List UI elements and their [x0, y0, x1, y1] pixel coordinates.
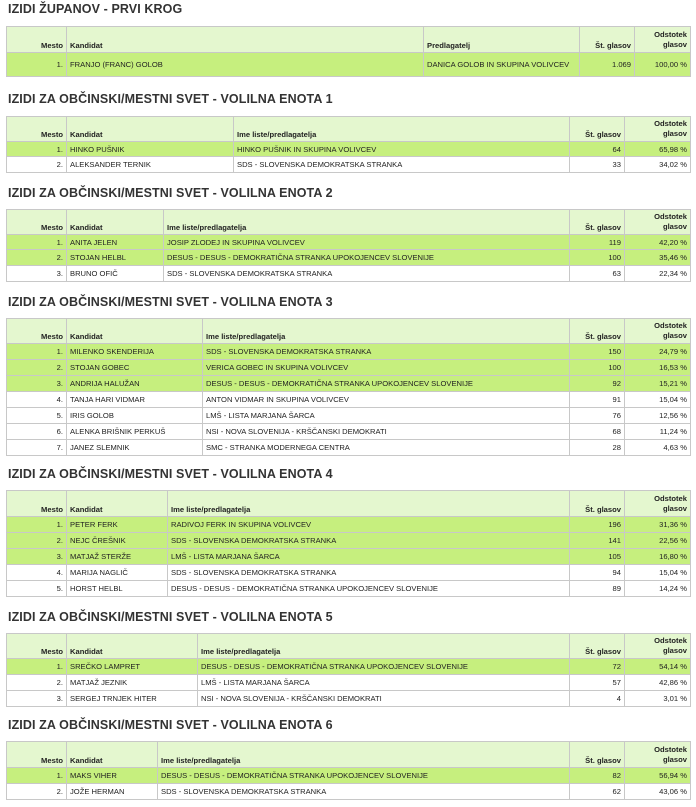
header-mesto: Mesto: [7, 634, 67, 659]
cell-mesto: 2.: [7, 250, 67, 266]
cell-odstotek: 35,46 %: [625, 250, 691, 266]
cell-lista: JOSIP ZLODEJ IN SKUPINA VOLIVCEV: [164, 235, 570, 250]
cell-mesto: 3.: [7, 376, 67, 392]
cell-glasov: 89: [570, 581, 625, 597]
table-row: [7, 360, 691, 376]
cell-glasov: 100: [570, 360, 625, 376]
cell-glasov: 57: [570, 675, 625, 691]
cell-kandidat: HORST HELBL: [67, 581, 168, 597]
header-mesto: Mesto: [7, 491, 67, 517]
table-header-row: [7, 319, 691, 344]
cell-lista: RADIVOJ FERK IN SKUPINA VOLIVCEV: [168, 517, 570, 533]
cell-odstotek: 65,98 %: [625, 142, 691, 157]
cell-odstotek: 56,94 %: [625, 768, 691, 784]
cell-glasov: 68: [570, 424, 625, 440]
section-title: IZIDI ZA OBČINSKI/MESTNI SVET - VOLILNA ENOTA 1: [8, 92, 333, 106]
cell-glasov: 119: [570, 235, 625, 250]
table-header-row: [7, 634, 691, 659]
cell-glasov: 82: [570, 768, 625, 784]
cell-lista: HINKO PUŠNIK IN SKUPINA VOLIVCEV: [234, 142, 570, 157]
table-row: [7, 408, 691, 424]
cell-mesto: 5.: [7, 581, 67, 597]
cell-glasov: 4: [570, 691, 625, 707]
cell-kandidat: MAKS VIHER: [67, 768, 158, 784]
cell-kandidat: HINKO PUŠNIK: [67, 142, 234, 157]
cell-lista: SDS - SLOVENSKA DEMOKRATSKA STRANKA: [234, 157, 570, 173]
cell-lista: SMC - STRANKA MODERNEGA CENTRA: [203, 440, 570, 456]
cell-lista: VERICA GOBEC IN SKUPINA VOLIVCEV: [203, 360, 570, 376]
cell-odstotek: 22,34 %: [625, 266, 691, 282]
header-kandidat: Kandidat: [67, 117, 234, 142]
cell-lista: DESUS - DESUS - DEMOKRATIČNA STRANKA UPOKOJENCEV SLOVENIJE: [203, 376, 570, 392]
header-mesto: Mesto: [7, 117, 67, 142]
cell-mesto: 6.: [7, 424, 67, 440]
cell-glasov: 62: [570, 784, 625, 800]
results-table: [6, 633, 691, 707]
table-header-row: [7, 117, 691, 142]
cell-odstotek: 34,02 %: [625, 157, 691, 173]
cell-mesto: 1.: [7, 142, 67, 157]
section-title: IZIDI ZA OBČINSKI/MESTNI SVET - VOLILNA ENOTA 6: [8, 718, 333, 732]
header-odstotek: Odstotek glasov: [635, 27, 691, 53]
cell-glasov: 94: [570, 565, 625, 581]
cell-glasov: 33: [570, 157, 625, 173]
header-odstotek: Odstotek glasov: [625, 742, 691, 768]
results-table: [6, 116, 691, 173]
cell-odstotek: 15,04 %: [625, 565, 691, 581]
cell-kandidat: TANJA HARI VIDMAR: [67, 392, 203, 408]
header-mesto: Mesto: [7, 742, 67, 768]
cell-odstotek: 24,79 %: [625, 344, 691, 360]
cell-kandidat: JANEZ SLEMNIK: [67, 440, 203, 456]
header-lista: Ime liste/predlagatelja: [198, 634, 570, 659]
cell-mesto: 5.: [7, 408, 67, 424]
header-lista: Ime liste/predlagatelja: [168, 491, 570, 517]
cell-odstotek: 42,20 %: [625, 235, 691, 250]
results-table: [6, 26, 691, 77]
header-kandidat: Kandidat: [67, 491, 168, 517]
cell-kandidat: ANITA JELEN: [67, 235, 164, 250]
header-lista: Ime liste/predlagatelja: [234, 117, 570, 142]
section-title: IZIDI ZA OBČINSKI/MESTNI SVET - VOLILNA ENOTA 4: [8, 467, 333, 481]
cell-odstotek: 22,56 %: [625, 533, 691, 549]
table-row: [7, 53, 691, 77]
table-header-row: [7, 27, 691, 53]
cell-odstotek: 12,56 %: [625, 408, 691, 424]
header-kandidat: Kandidat: [67, 27, 424, 53]
section-title: IZIDI ZA OBČINSKI/MESTNI SVET - VOLILNA ENOTA 5: [8, 610, 333, 624]
cell-odstotek: 15,04 %: [625, 392, 691, 408]
table-row: [7, 675, 691, 691]
cell-glasov: 64: [570, 142, 625, 157]
cell-lista: NSI - NOVA SLOVENIJA - KRŠČANSKI DEMOKRATI: [203, 424, 570, 440]
cell-kandidat: STOJAN GOBEC: [67, 360, 203, 376]
cell-mesto: 4.: [7, 565, 67, 581]
table-row: [7, 784, 691, 800]
header-kandidat: Kandidat: [67, 319, 203, 344]
header-glasov: Št. glasov: [570, 742, 625, 768]
table-row: [7, 565, 691, 581]
cell-mesto: 2.: [7, 784, 67, 800]
cell-mesto: 3.: [7, 691, 67, 707]
cell-lista: SDS - SLOVENSKA DEMOKRATSKA STRANKA: [158, 784, 570, 800]
header-lista: Ime liste/predlagatelja: [158, 742, 570, 768]
cell-lista: LMŠ - LISTA MARJANA ŠARCA: [203, 408, 570, 424]
header-lista: Ime liste/predlagatelja: [203, 319, 570, 344]
header-kandidat: Kandidat: [67, 742, 158, 768]
cell-odstotek: 54,14 %: [625, 659, 691, 675]
cell-glasov: 92: [570, 376, 625, 392]
results-table: [6, 490, 691, 597]
cell-kandidat: MATJAŽ JEZNIK: [67, 675, 198, 691]
header-odstotek: Odstotek glasov: [625, 491, 691, 517]
cell-mesto: 3.: [7, 266, 67, 282]
cell-kandidat: BRUNO OFIČ: [67, 266, 164, 282]
cell-kandidat: MARIJA NAGLIČ: [67, 565, 168, 581]
cell-kandidat: NEJC ČREŠNIK: [67, 533, 168, 549]
header-glasov: Št. glasov: [570, 491, 625, 517]
cell-mesto: 2.: [7, 533, 67, 549]
table-header-row: [7, 491, 691, 517]
header-odstotek: Odstotek glasov: [625, 319, 691, 344]
cell-kandidat: ANDRIJA HALUŽAN: [67, 376, 203, 392]
cell-glasov: 105: [570, 549, 625, 565]
table-row: [7, 691, 691, 707]
cell-odstotek: 43,06 %: [625, 784, 691, 800]
cell-kandidat: MILENKO SKENDERIJA: [67, 344, 203, 360]
cell-odstotek: 14,24 %: [625, 581, 691, 597]
header-glasov: Št. glasov: [580, 27, 635, 53]
cell-kandidat: SERGEJ TRNJEK HITER: [67, 691, 198, 707]
cell-lista: NSI - NOVA SLOVENIJA - KRŠČANSKI DEMOKRATI: [198, 691, 570, 707]
table-row: [7, 581, 691, 597]
cell-lista: LMŠ - LISTA MARJANA ŠARCA: [168, 549, 570, 565]
header-mesto: Mesto: [7, 210, 67, 235]
cell-mesto: 2.: [7, 157, 67, 173]
cell-mesto: 1.: [7, 517, 67, 533]
cell-kandidat: IRIS GOLOB: [67, 408, 203, 424]
table-row: [7, 424, 691, 440]
cell-mesto: 4.: [7, 392, 67, 408]
cell-kandidat: ALEKSANDER TERNIK: [67, 157, 234, 173]
cell-odstotek: 4,63 %: [625, 440, 691, 456]
cell-glasov: 141: [570, 533, 625, 549]
cell-mesto: 1.: [7, 659, 67, 675]
cell-mesto: 2.: [7, 675, 67, 691]
header-lista: Predlagatelj: [424, 27, 580, 53]
cell-glasov: 196: [570, 517, 625, 533]
cell-kandidat: SREČKO LAMPRET: [67, 659, 198, 675]
cell-glasov: 100: [570, 250, 625, 266]
cell-lista: SDS - SLOVENSKA DEMOKRATSKA STRANKA: [203, 344, 570, 360]
cell-lista: DESUS - DESUS - DEMOKRATIČNA STRANKA UPOKOJENCEV SLOVENIJE: [198, 659, 570, 675]
cell-mesto: 1.: [7, 344, 67, 360]
cell-kandidat: JOŽE HERMAN: [67, 784, 158, 800]
cell-odstotek: 3,01 %: [625, 691, 691, 707]
cell-odstotek: 15,21 %: [625, 376, 691, 392]
cell-kandidat: STOJAN HELBL: [67, 250, 164, 266]
cell-lista: DESUS - DESUS - DEMOKRATIČNA STRANKA UPOKOJENCEV SLOVENIJE: [164, 250, 570, 266]
cell-glasov: 1.069: [580, 53, 635, 77]
header-glasov: Št. glasov: [570, 634, 625, 659]
header-glasov: Št. glasov: [570, 319, 625, 344]
header-kandidat: Kandidat: [67, 210, 164, 235]
cell-glasov: 28: [570, 440, 625, 456]
header-mesto: Mesto: [7, 319, 67, 344]
cell-lista: SDS - SLOVENSKA DEMOKRATSKA STRANKA: [168, 533, 570, 549]
table-row: [7, 250, 691, 266]
table-row: [7, 376, 691, 392]
header-lista: Ime liste/predlagatelja: [164, 210, 570, 235]
results-table: [6, 209, 691, 282]
cell-lista: DESUS - DESUS - DEMOKRATIČNA STRANKA UPOKOJENCEV SLOVENIJE: [158, 768, 570, 784]
table-row: [7, 344, 691, 360]
cell-mesto: 1.: [7, 53, 67, 77]
table-header-row: [7, 210, 691, 235]
header-mesto: Mesto: [7, 27, 67, 53]
cell-mesto: 7.: [7, 440, 67, 456]
cell-lista: LMŠ - LISTA MARJANA ŠARCA: [198, 675, 570, 691]
cell-kandidat: ALENKA BRIŠNIK PERKUŠ: [67, 424, 203, 440]
table-row: [7, 659, 691, 675]
cell-lista: SDS - SLOVENSKA DEMOKRATSKA STRANKA: [168, 565, 570, 581]
table-row: [7, 549, 691, 565]
cell-lista: SDS - SLOVENSKA DEMOKRATSKA STRANKA: [164, 266, 570, 282]
cell-glasov: 150: [570, 344, 625, 360]
cell-glasov: 63: [570, 266, 625, 282]
section-title: IZIDI ZA OBČINSKI/MESTNI SVET - VOLILNA ENOTA 2: [8, 186, 333, 200]
cell-mesto: 1.: [7, 768, 67, 784]
table-row: [7, 235, 691, 250]
cell-glasov: 91: [570, 392, 625, 408]
cell-kandidat: PETER FERK: [67, 517, 168, 533]
header-odstotek: Odstotek glasov: [625, 634, 691, 659]
cell-kandidat: FRANJO (FRANC) GOLOB: [67, 53, 424, 77]
table-row: [7, 266, 691, 282]
cell-kandidat: MATJAŽ STERŽE: [67, 549, 168, 565]
section-title: IZIDI ŽUPANOV - PRVI KROG: [8, 2, 183, 16]
table-row: [7, 392, 691, 408]
header-kandidat: Kandidat: [67, 634, 198, 659]
table-row: [7, 142, 691, 157]
cell-lista: ANTON VIDMAR IN SKUPINA VOLIVCEV: [203, 392, 570, 408]
cell-odstotek: 100,00 %: [635, 53, 691, 77]
cell-lista: DANICA GOLOB IN SKUPINA VOLIVCEV: [424, 53, 580, 77]
table-row: [7, 440, 691, 456]
cell-lista: DESUS - DESUS - DEMOKRATIČNA STRANKA UPOKOJENCEV SLOVENIJE: [168, 581, 570, 597]
table-row: [7, 157, 691, 173]
cell-mesto: 3.: [7, 549, 67, 565]
cell-odstotek: 31,36 %: [625, 517, 691, 533]
cell-odstotek: 42,86 %: [625, 675, 691, 691]
results-table: [6, 741, 691, 800]
cell-glasov: 72: [570, 659, 625, 675]
header-odstotek: Odstotek glasov: [625, 117, 691, 142]
header-odstotek: Odstotek glasov: [625, 210, 691, 235]
cell-mesto: 2.: [7, 360, 67, 376]
cell-mesto: 1.: [7, 235, 67, 250]
cell-odstotek: 11,24 %: [625, 424, 691, 440]
table-row: [7, 517, 691, 533]
table-header-row: [7, 742, 691, 768]
section-title: IZIDI ZA OBČINSKI/MESTNI SVET - VOLILNA ENOTA 3: [8, 295, 333, 309]
header-glasov: Št. glasov: [570, 117, 625, 142]
cell-odstotek: 16,53 %: [625, 360, 691, 376]
table-row: [7, 768, 691, 784]
table-row: [7, 533, 691, 549]
header-glasov: Št. glasov: [570, 210, 625, 235]
cell-odstotek: 16,80 %: [625, 549, 691, 565]
results-table: [6, 318, 691, 456]
cell-glasov: 76: [570, 408, 625, 424]
